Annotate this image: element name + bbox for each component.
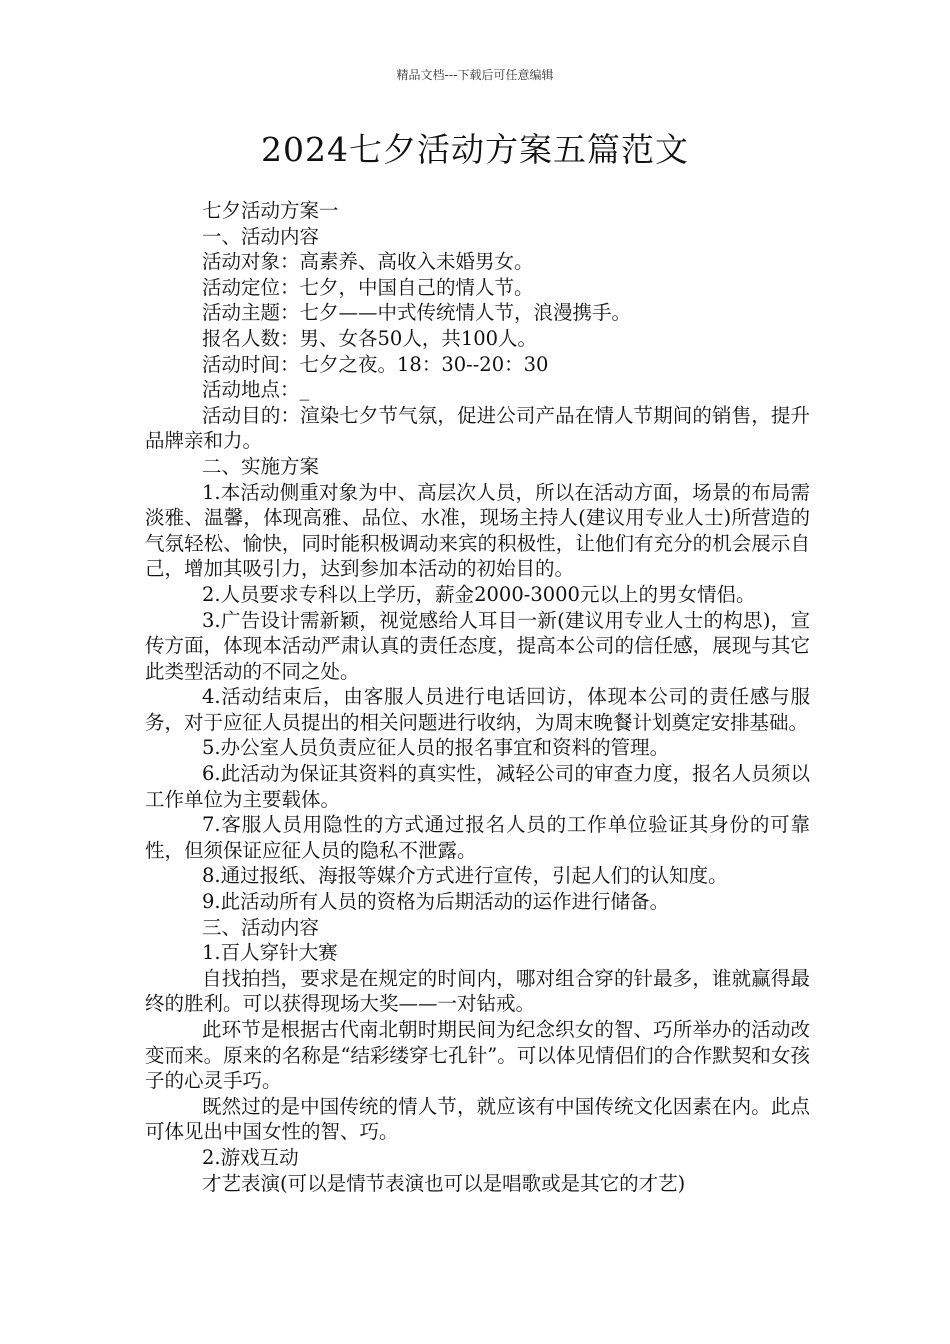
- paragraph: 6.此活动为保证其资料的真实性，减轻公司的审查力度，报名人员须以工作单位为主要载体。: [145, 762, 810, 811]
- paragraph: 2.游戏互动: [202, 1145, 299, 1169]
- paragraph: 才艺表演(可以是情节表演也可以是唱歌或是其它的才艺): [202, 1171, 686, 1195]
- paragraph: 活动目的：渲染七夕节气氛，促进公司产品在情人节期间的销售，提升品牌亲和力。: [145, 403, 810, 453]
- paragraph: 自找拍挡，要求是在规定的时间内，哪对组合穿的针最多，谁就赢得最终的胜利。可以获得现场大奖——一对钻戒。: [145, 966, 810, 1016]
- paragraph: 一、活动内容: [202, 224, 320, 248]
- paragraph: 活动主题：七夕——中式传统情人节，浪漫携手。: [202, 301, 632, 325]
- header-note: 精品文档---下载后可任意编辑: [396, 68, 554, 82]
- document-body: [145, 198, 810, 1196]
- paragraph: 二、实施方案: [202, 454, 320, 478]
- paragraph: 5.办公室人员负责应征人员的报名事宜和资料的管理。: [202, 736, 670, 760]
- paragraph: 活动地点：_: [202, 378, 310, 402]
- paragraph: 三、活动内容: [202, 915, 320, 939]
- paragraph: 7.客服人员用隐性的方式通过报名人员的工作单位验证其身份的可靠性，但须保证应征人员的隐私不泄露。: [145, 813, 810, 862]
- paragraph: 活动对象：高素养、高收入未婚男女。: [202, 250, 534, 274]
- paragraph: 此环节是根据古代南北朝时期民间为纪念织女的智、巧所举办的活动改变而来。原来的名称是“结彩缕穿七孔针”。可以体见情侣们的合作默契和女孩子的心灵手巧。: [145, 1018, 810, 1093]
- paragraph: 3.广告设计需新颖，视觉感给人耳目一新(建议用专业人士的构思)，宣传方面，体现本活动严肃认真的责任态度，提高本公司的信任感，展现与其它此类型活动的不同之处。: [145, 608, 810, 683]
- paragraph: 8.通过报纸、海报等媒介方式进行宣传，引起人们的认知度。: [202, 864, 728, 888]
- paragraph: 活动时间：七夕之夜。18：30--20：30: [202, 352, 549, 376]
- document-title: 2024七夕活动方案五篇范文: [261, 130, 689, 169]
- paragraph: 七夕活动方案一: [202, 199, 339, 222]
- paragraph: 1.本活动侧重对象为中、高层次人员，所以在活动方面，场景的布局需淡雅、温馨，体现高雅、品位、水准，现场主持人(建议用专业人士)所营造的气氛轻松、愉快，同时能积极调动来宾的积极性，让他们有充分的机会展示自己，增加其吸引力，达到参加本活动的初始目的。: [145, 480, 810, 581]
- paragraph: 1.百人穿针大赛: [202, 941, 338, 965]
- paragraph: 既然过的是中国传统的情人节，就应该有中国传统文化因素在内。此点可体见出中国女性的智、巧。: [145, 1094, 810, 1144]
- paragraph: 9.此活动所有人员的资格为后期活动的运作进行储备。: [202, 890, 670, 914]
- paragraph: 4.活动结束后，由客服人员进行电话回访，体现本公司的责任感与服务，对于应征人员提出的相关问题进行收纳，为周末晚餐计划奠定安排基础。: [145, 685, 810, 734]
- paragraph: 报名人数：男、女各50人，共100人。: [202, 326, 538, 350]
- paragraph: 活动定位：七夕，中国自己的情人节。: [202, 275, 534, 299]
- paragraph: 2.人员要求专科以上学历，薪金2000-3000元以上的男女情侣。: [202, 582, 756, 606]
